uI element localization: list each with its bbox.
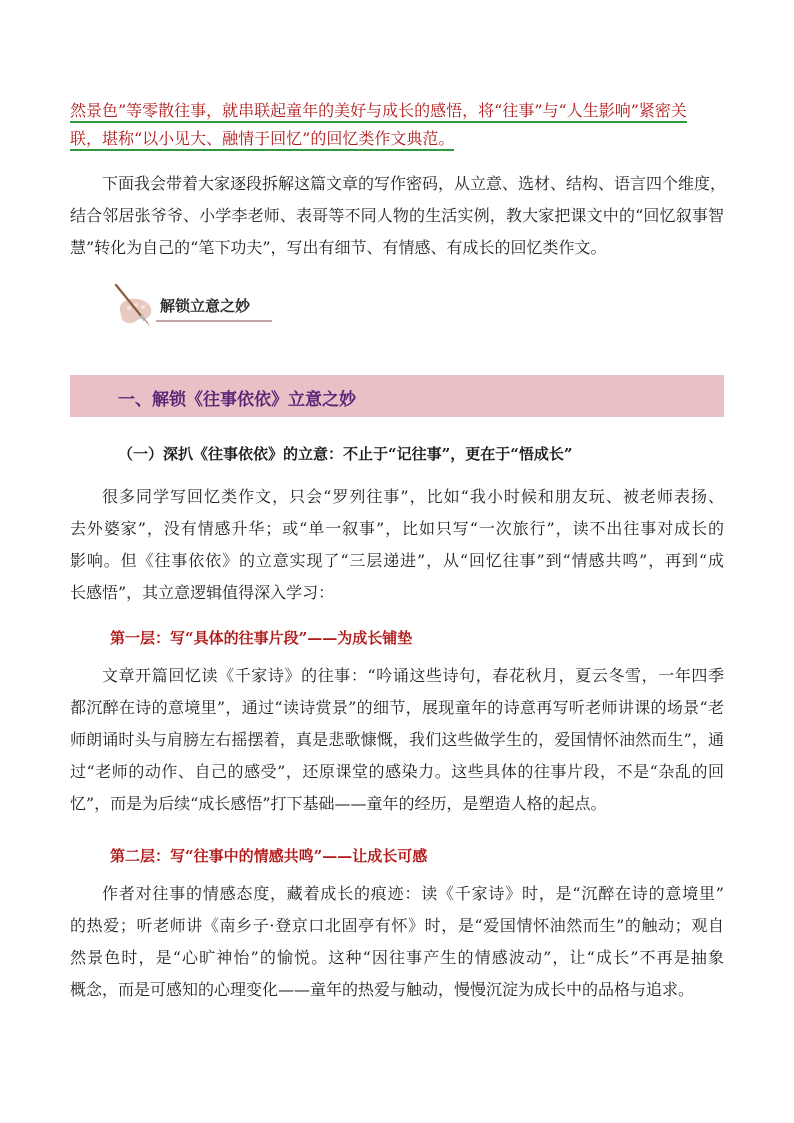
paragraph-line: 然景色时，是“心旷神怡”的愉悦。这种“因往事产生的情感波动”，让“成长”不再是抽象 xyxy=(70,948,724,967)
section-header-band xyxy=(70,375,724,417)
paragraph-line: 师朗诵时头与肩膀左右摇摆着，真是悲歌慷慨，我们这些做学生的，爱国情怀油然而生”，通 xyxy=(70,730,724,749)
paragraph-line: 下面我会带着大家逐段拆解这篇文章的写作密码，从立意、选材、结构、语言四个维度， xyxy=(102,174,727,193)
intro-quote-text-2: 联，堪称“以小见大、融情于回忆”的回忆类作文典范。 xyxy=(70,129,454,151)
section-badge xyxy=(112,281,272,331)
intro-paragraph xyxy=(70,481,724,609)
paragraph-line: 去外婆家”，没有情感升华；或“单一叙事”，比如只写“一次旅行”，读不出往事对成长的 xyxy=(70,519,724,538)
intro-quote-line-1 xyxy=(70,98,725,124)
paragraph-line: 很多同学写回忆类作文，只会“罗列往事”，比如“我小时候和朋友玩、被老师表扬、 xyxy=(102,487,724,506)
intro-quote-text-1: 然景色”等零散往事，就串联起童年的美好与成长的感悟，将“往事”与“人生影响”紧密关 xyxy=(70,101,687,123)
paintbrush-palette-icon xyxy=(112,281,164,333)
paragraph-line: 都沉醉在诗的意境里”，通过“读诗赏景”的细节，展现童年的诗意再写听老师讲课的场景“老 xyxy=(70,698,724,717)
paragraph-line: 长感悟”，其立意逻辑值得深入学习： xyxy=(70,583,335,602)
paragraph-line: 文章开篇回忆读《千家诗》的往事：“吟诵这些诗句，春花秋月，夏云冬雪，一年四季 xyxy=(102,666,724,685)
paragraph-line: 忆”，而是为后续“成长感悟”打下基础——童年的经历，是塑造人格的起点。 xyxy=(70,794,607,813)
section-title: 一、解锁《往事依依》立意之妙 xyxy=(118,390,356,410)
paragraph-line: 影响。但《往事依依》的立意实现了“三层递进”，从“回忆往事”到“情感共鸣”，再到“成 xyxy=(70,551,724,570)
paragraph-line: 概念，而是可感知的心理变化——童年的热爱与触动，慢慢沉淀为成长中的品格与追求。 xyxy=(70,980,695,999)
paragraph-line: 过“老师的动作、自己的感受”，还原课堂的感染力。这些具体的往事片段，不是“杂乱的回 xyxy=(70,762,724,781)
badge-label: 解锁立意之妙 xyxy=(160,297,251,315)
guide-paragraph xyxy=(70,168,727,264)
layer-2-heading: 第二层：写“往事中的情感共鸣”——让成长可感 xyxy=(110,847,428,865)
paragraph-line: 作者对往事的情感态度，藏着成长的痕迹：读《千家诗》时，是“沉醉在诗的意境里” xyxy=(102,884,724,903)
layer-2-paragraph xyxy=(70,878,724,1006)
layer-1-paragraph xyxy=(70,660,724,820)
badge-underline xyxy=(156,320,272,322)
subsection-title: （一）深扒《往事依依》的立意：不止于“记往事”，更在于“悟成长” xyxy=(118,445,573,463)
paragraph-line: 结合邻居张爷爷、小学李老师、表哥等不同人物的生活实例，教大家把课文中的“回忆叙事智 xyxy=(70,206,724,225)
intro-quote-line-2 xyxy=(70,126,725,152)
layer-1-heading: 第一层：写“具体的往事片段”——为成长铺垫 xyxy=(110,629,413,647)
paragraph-line: 慧”转化为自己的“笔下功夫”，写出有细节、有情感、有成长的回忆类作文。 xyxy=(70,238,607,257)
paragraph-line: 的热爱；听老师讲《南乡子·登京口北固亭有怀》时，是“爱国情怀油然而生”的触动；观自 xyxy=(70,916,724,935)
